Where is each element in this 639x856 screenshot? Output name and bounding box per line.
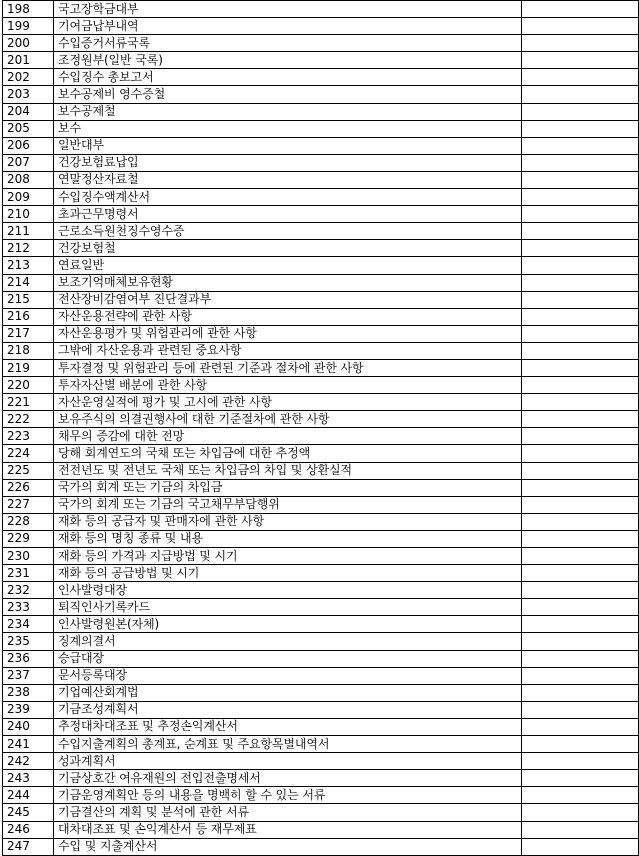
record-title-cell: 기금조성계획서 xyxy=(54,701,522,718)
table-row xyxy=(3,325,639,342)
records-table xyxy=(2,0,639,856)
row-number-cell: 247 xyxy=(3,838,54,855)
record-title-cell: 채무의 증감에 대한 전망 xyxy=(54,428,522,445)
table-row xyxy=(3,52,639,69)
record-title-cell: 기금운영계획안 등의 내용을 명백히 할 수 있는 서류 xyxy=(54,787,522,804)
record-title-cell: 재화 등의 공급방법 및 시기 xyxy=(54,565,522,582)
row-number-cell: 226 xyxy=(3,479,54,496)
empty-note-cell xyxy=(522,565,639,582)
record-title-cell: 추정대차대조표 및 추정손익계산서 xyxy=(54,718,522,735)
table-row xyxy=(3,599,639,616)
row-number-cell: 240 xyxy=(3,718,54,735)
row-number-cell: 206 xyxy=(3,137,54,154)
table-row xyxy=(3,548,639,565)
table-row xyxy=(3,189,639,206)
row-number-cell: 204 xyxy=(3,103,54,120)
record-title-cell: 건강보험철 xyxy=(54,240,522,257)
empty-note-cell xyxy=(522,291,639,308)
row-number-cell: 201 xyxy=(3,52,54,69)
table-row xyxy=(3,206,639,223)
table-row xyxy=(3,496,639,513)
record-title-cell: 보수공제비 영수증철 xyxy=(54,86,522,103)
row-number-cell: 217 xyxy=(3,325,54,342)
record-title-cell: 재화 등의 명칭 종류 및 내용 xyxy=(54,530,522,547)
record-title-cell: 국가의 회계 또는 기금의 국고채무부담행위 xyxy=(54,496,522,513)
empty-note-cell xyxy=(522,223,639,240)
row-number-cell: 222 xyxy=(3,411,54,428)
empty-note-cell xyxy=(522,736,639,753)
table-row xyxy=(3,1,639,18)
record-title-cell: 국가의 회계 또는 기금의 차입금 xyxy=(54,479,522,496)
record-title-cell: 대차대조표 및 손익계산서 등 재무제표 xyxy=(54,821,522,838)
empty-note-cell xyxy=(522,154,639,171)
record-title-cell: 연말정산자료철 xyxy=(54,171,522,188)
record-title-cell: 기업예산회계법 xyxy=(54,684,522,701)
empty-note-cell xyxy=(522,667,639,684)
record-title-cell: 수입징수액계산서 xyxy=(54,189,522,206)
record-title-cell: 수입징수 총보고서 xyxy=(54,69,522,86)
table-row xyxy=(3,838,639,855)
table-row xyxy=(3,667,639,684)
table-row xyxy=(3,582,639,599)
record-title-cell: 근로소득원천징수영수증 xyxy=(54,223,522,240)
row-number-cell: 241 xyxy=(3,736,54,753)
table-row xyxy=(3,479,639,496)
record-title-cell: 조정원부(일반 국록) xyxy=(54,52,522,69)
empty-note-cell xyxy=(522,462,639,479)
empty-note-cell xyxy=(522,52,639,69)
record-title-cell: 투자결정 및 위험관리 등에 관련된 기준과 절차에 관한 사항 xyxy=(54,359,522,376)
record-title-cell: 징계의결서 xyxy=(54,633,522,650)
record-title-cell: 문서등록대장 xyxy=(54,667,522,684)
record-title-cell: 수입지출계획의 총계표, 순계표 및 주요항목별내역서 xyxy=(54,736,522,753)
record-title-cell: 퇴직인사기록카드 xyxy=(54,599,522,616)
empty-note-cell xyxy=(522,753,639,770)
empty-note-cell xyxy=(522,821,639,838)
table-row xyxy=(3,240,639,257)
table-row xyxy=(3,394,639,411)
empty-note-cell xyxy=(522,513,639,530)
record-title-cell: 인사발령대장 xyxy=(54,582,522,599)
row-number-cell: 235 xyxy=(3,633,54,650)
row-number-cell: 220 xyxy=(3,377,54,394)
empty-note-cell xyxy=(522,701,639,718)
row-number-cell: 200 xyxy=(3,35,54,52)
empty-note-cell xyxy=(522,120,639,137)
row-number-cell: 234 xyxy=(3,616,54,633)
row-number-cell: 199 xyxy=(3,18,54,35)
table-row xyxy=(3,103,639,120)
row-number-cell: 215 xyxy=(3,291,54,308)
empty-note-cell xyxy=(522,770,639,787)
table-row xyxy=(3,513,639,530)
record-title-cell: 보조기억매체보유현황 xyxy=(54,274,522,291)
row-number-cell: 221 xyxy=(3,394,54,411)
row-number-cell: 230 xyxy=(3,548,54,565)
empty-note-cell xyxy=(522,240,639,257)
row-number-cell: 218 xyxy=(3,342,54,359)
row-number-cell: 223 xyxy=(3,428,54,445)
row-number-cell: 244 xyxy=(3,787,54,804)
table-row xyxy=(3,120,639,137)
empty-note-cell xyxy=(522,684,639,701)
record-title-cell: 투자자산별 배분에 관한 사항 xyxy=(54,377,522,394)
row-number-cell: 208 xyxy=(3,171,54,188)
record-title-cell: 전전년도 및 전년도 국채 또는 차입금의 차입 및 상환실적 xyxy=(54,462,522,479)
empty-note-cell xyxy=(522,616,639,633)
empty-note-cell xyxy=(522,394,639,411)
row-number-cell: 198 xyxy=(3,1,54,18)
table-row xyxy=(3,257,639,274)
record-title-cell: 연료일반 xyxy=(54,257,522,274)
empty-note-cell xyxy=(522,804,639,821)
row-number-cell: 219 xyxy=(3,359,54,376)
row-number-cell: 229 xyxy=(3,530,54,547)
row-number-cell: 213 xyxy=(3,257,54,274)
empty-note-cell xyxy=(522,650,639,667)
record-title-cell: 재화 등의 공급자 및 판매자에 관한 사항 xyxy=(54,513,522,530)
empty-note-cell xyxy=(522,787,639,804)
table-row xyxy=(3,684,639,701)
record-title-cell: 일반대부 xyxy=(54,137,522,154)
row-number-cell: 210 xyxy=(3,206,54,223)
empty-note-cell xyxy=(522,411,639,428)
row-number-cell: 205 xyxy=(3,120,54,137)
empty-note-cell xyxy=(522,137,639,154)
table-row xyxy=(3,701,639,718)
table-row xyxy=(3,787,639,804)
record-title-cell: 재화 등의 가격과 지급방법 및 시기 xyxy=(54,548,522,565)
empty-note-cell xyxy=(522,171,639,188)
record-title-cell: 자산운용전략에 관한 사항 xyxy=(54,308,522,325)
row-number-cell: 228 xyxy=(3,513,54,530)
record-title-cell: 당해 회계연도의 국채 또는 차입금에 대한 추정액 xyxy=(54,445,522,462)
row-number-cell: 233 xyxy=(3,599,54,616)
table-row xyxy=(3,804,639,821)
row-number-cell: 231 xyxy=(3,565,54,582)
table-row xyxy=(3,291,639,308)
row-number-cell: 224 xyxy=(3,445,54,462)
empty-note-cell xyxy=(522,359,639,376)
table-row xyxy=(3,753,639,770)
table-row xyxy=(3,86,639,103)
empty-note-cell xyxy=(522,342,639,359)
row-number-cell: 232 xyxy=(3,582,54,599)
table-row xyxy=(3,154,639,171)
table-row xyxy=(3,633,639,650)
row-number-cell: 207 xyxy=(3,154,54,171)
table-row xyxy=(3,736,639,753)
record-title-cell: 기여금납부내역 xyxy=(54,18,522,35)
row-number-cell: 202 xyxy=(3,69,54,86)
row-number-cell: 245 xyxy=(3,804,54,821)
empty-note-cell xyxy=(522,86,639,103)
record-title-cell: 수입 및 지출계산서 xyxy=(54,838,522,855)
empty-note-cell xyxy=(522,428,639,445)
empty-note-cell xyxy=(522,18,639,35)
row-number-cell: 236 xyxy=(3,650,54,667)
table-row xyxy=(3,616,639,633)
table-row xyxy=(3,650,639,667)
empty-note-cell xyxy=(522,718,639,735)
row-number-cell: 227 xyxy=(3,496,54,513)
empty-note-cell xyxy=(522,325,639,342)
table-row xyxy=(3,274,639,291)
record-title-cell: 초과근무명령서 xyxy=(54,206,522,223)
row-number-cell: 216 xyxy=(3,308,54,325)
empty-note-cell xyxy=(522,308,639,325)
row-number-cell: 242 xyxy=(3,753,54,770)
empty-note-cell xyxy=(522,599,639,616)
record-title-cell: 국고장학금대부 xyxy=(54,1,522,18)
record-title-cell: 보수 xyxy=(54,120,522,137)
empty-note-cell xyxy=(522,189,639,206)
empty-note-cell xyxy=(522,838,639,855)
empty-note-cell xyxy=(522,548,639,565)
empty-note-cell xyxy=(522,103,639,120)
empty-note-cell xyxy=(522,479,639,496)
empty-note-cell xyxy=(522,582,639,599)
table-row xyxy=(3,770,639,787)
record-title-cell: 기금결산의 계획 및 분석에 관한 서류 xyxy=(54,804,522,821)
table-row xyxy=(3,445,639,462)
row-number-cell: 237 xyxy=(3,667,54,684)
table-row xyxy=(3,342,639,359)
row-number-cell: 211 xyxy=(3,223,54,240)
table-row xyxy=(3,718,639,735)
record-title-cell: 자산운용평가 및 위험관리에 관한 사항 xyxy=(54,325,522,342)
record-title-cell: 수입증거서류국록 xyxy=(54,35,522,52)
row-number-cell: 214 xyxy=(3,274,54,291)
row-number-cell: 239 xyxy=(3,701,54,718)
empty-note-cell xyxy=(522,530,639,547)
table-row xyxy=(3,530,639,547)
table-row xyxy=(3,411,639,428)
record-title-cell: 그밖에 자산운용과 관련된 중요사항 xyxy=(54,342,522,359)
table-row xyxy=(3,308,639,325)
row-number-cell: 212 xyxy=(3,240,54,257)
record-title-cell: 성과계획서 xyxy=(54,753,522,770)
record-title-cell: 보유주식의 의결권행사에 대한 기준절차에 관한 사항 xyxy=(54,411,522,428)
table-row xyxy=(3,35,639,52)
row-number-cell: 246 xyxy=(3,821,54,838)
empty-note-cell xyxy=(522,69,639,86)
table-row xyxy=(3,565,639,582)
records-table-body xyxy=(3,1,639,856)
table-row xyxy=(3,137,639,154)
row-number-cell: 203 xyxy=(3,86,54,103)
table-row xyxy=(3,377,639,394)
empty-note-cell xyxy=(522,35,639,52)
table-row xyxy=(3,18,639,35)
table-row xyxy=(3,821,639,838)
table-row xyxy=(3,171,639,188)
empty-note-cell xyxy=(522,496,639,513)
empty-note-cell xyxy=(522,206,639,223)
record-title-cell: 전산장비감염여부 진단결과부 xyxy=(54,291,522,308)
table-row xyxy=(3,359,639,376)
row-number-cell: 238 xyxy=(3,684,54,701)
empty-note-cell xyxy=(522,1,639,18)
record-title-cell: 보수공제철 xyxy=(54,103,522,120)
table-row xyxy=(3,428,639,445)
empty-note-cell xyxy=(522,257,639,274)
record-title-cell: 인사발령원본(자체) xyxy=(54,616,522,633)
empty-note-cell xyxy=(522,633,639,650)
row-number-cell: 209 xyxy=(3,189,54,206)
table-row xyxy=(3,462,639,479)
table-row xyxy=(3,223,639,240)
record-title-cell: 건강보험료납입 xyxy=(54,154,522,171)
record-title-cell: 승급대장 xyxy=(54,650,522,667)
empty-note-cell xyxy=(522,445,639,462)
row-number-cell: 225 xyxy=(3,462,54,479)
record-title-cell: 기금상호간 여유재원의 전입전출명세서 xyxy=(54,770,522,787)
table-row xyxy=(3,69,639,86)
empty-note-cell xyxy=(522,274,639,291)
record-title-cell: 자산운영실적에 평가 및 고시에 관한 사항 xyxy=(54,394,522,411)
empty-note-cell xyxy=(522,377,639,394)
row-number-cell: 243 xyxy=(3,770,54,787)
